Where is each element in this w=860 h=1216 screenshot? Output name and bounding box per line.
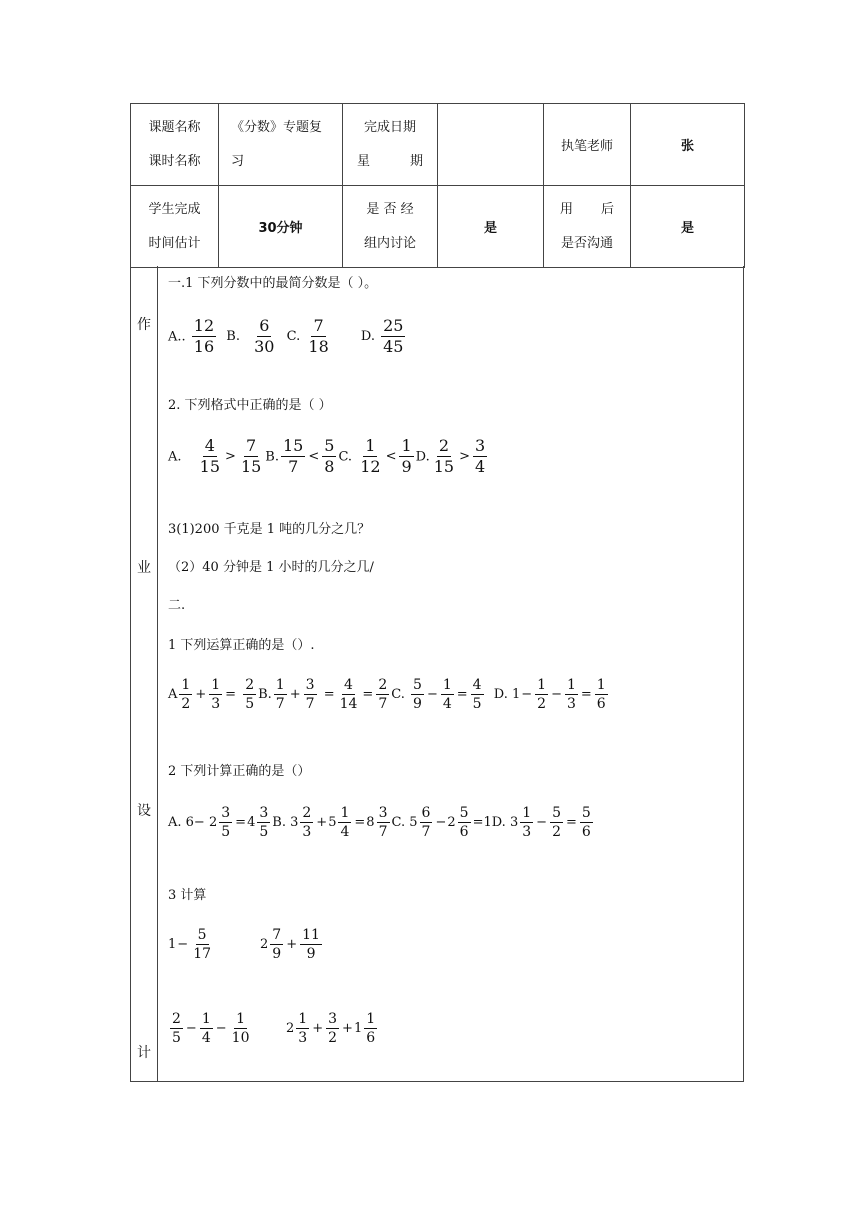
q2-title: 2. 下列格式中正确的是（ ） [168, 398, 332, 413]
discussed-label-line1: 是 否 经 [366, 201, 414, 217]
sec2-q2-fraction-7: $\frac{5}{6}$ [459, 805, 469, 840]
sec2-q2-fraction-10: $\frac{5}{6}$ [581, 805, 591, 840]
sec2-q1-option-d: D. 1 [493, 687, 521, 703]
less-than-sign: < [385, 449, 397, 465]
calc-2-fraction-2: $\frac{11}{9}$ [302, 927, 320, 962]
q2-fraction-8: $\frac{3}{4}$ [475, 436, 486, 476]
whole-number: 8 [366, 815, 375, 831]
topic-value-cell [219, 104, 343, 186]
q2-fraction-5: $\frac{1}{12}$ [360, 436, 381, 476]
date-label-cell [343, 104, 438, 186]
q1-option-b: B. [226, 329, 240, 345]
sec2-q3-title: 3 计算 [168, 888, 207, 903]
sec2-q1-fraction-12: $\frac{1}{3}$ [566, 677, 576, 712]
sec2-q2-fraction-2: $\frac{3}{5}$ [259, 805, 269, 840]
whole-number: 2 [447, 815, 456, 831]
communicated-label-line2: 是否沟通 [560, 235, 613, 251]
q1-fraction-c: $\frac{7}{18}$ [308, 316, 329, 356]
equals-sign: = [565, 815, 577, 831]
sec2-q2-option-c: C. 5 [391, 815, 418, 831]
whole-number: 1 [168, 937, 177, 953]
assignment-design-column [131, 266, 158, 1081]
calc-2-fraction-1: $\frac{7}{9}$ [272, 927, 282, 962]
sec2-q1-fraction-5: $\frac{3}{7}$ [305, 677, 315, 712]
sec2-q2-fraction-5: $\frac{3}{7}$ [378, 805, 388, 840]
minus-sign: − [426, 687, 438, 703]
equals-sign: = [354, 815, 366, 831]
sec2-q1-fraction-3: $\frac{2}{5}$ [245, 677, 255, 712]
equals-sign: = [362, 687, 374, 703]
teacher-label: 执笔老师 [544, 104, 631, 186]
topic-value-line2: 习 [231, 153, 245, 169]
q2-fraction-4: $\frac{5}{8}$ [324, 436, 335, 476]
calc-3-fraction-2: $\frac{1}{4}$ [201, 1011, 211, 1046]
sec2-q1-fraction-6: $\frac{4}{14}$ [339, 677, 358, 712]
header-table [130, 103, 745, 268]
sec2-q1-fraction-2: $\frac{1}{3}$ [211, 677, 221, 712]
sec2-q1-fraction-1: $\frac{1}{2}$ [181, 677, 191, 712]
minus-sign: − [536, 815, 548, 831]
sec2-q2-title: 2 下列计算正确的是（） [168, 764, 311, 779]
plus-sign: + [316, 815, 328, 831]
whole-number: 2 [286, 1021, 295, 1037]
sec2-q1-fraction-4: $\frac{1}{7}$ [275, 677, 285, 712]
sec2-q2-fraction-9: $\frac{5}{2}$ [552, 805, 561, 840]
q1-fraction-a: $\frac{12}{16}$ [193, 316, 215, 356]
q2-fraction-7: $\frac{2}{15}$ [433, 436, 455, 476]
topic-label-cell [131, 104, 219, 186]
q2-options [168, 438, 489, 476]
minus-sign: − [185, 1021, 197, 1037]
q1-fraction-b: $\frac{6}{30}$ [254, 316, 275, 356]
section-2-title: 二. [168, 598, 186, 613]
sec2-q1-fraction-11: $\frac{1}{2}$ [537, 677, 547, 712]
sec2-q2-option-a: A. 6− 2 [168, 815, 218, 831]
minus-sign: − [177, 937, 189, 953]
sec2-q1-option-b: B. [258, 687, 272, 703]
minus-sign: − [551, 687, 562, 703]
topic-value-line1: 《分数》专题复 [231, 119, 323, 135]
calc-4-fraction-3: $\frac{1}{6}$ [366, 1011, 376, 1046]
sec2-q1-fraction-9: $\frac{1}{4}$ [442, 677, 452, 712]
calc-4 [286, 1012, 379, 1045]
sec2-q1-title: 1 下列运算正确的是（）. [168, 638, 315, 653]
sec2-q2-options [168, 806, 595, 839]
q3-line-2: （2）40 分钟是 1 小时的几分之几/ [168, 560, 374, 575]
sec2-q1-fraction-8: $\frac{5}{9}$ [413, 677, 422, 712]
q1-options [168, 318, 407, 356]
sec2-q1-option-c: C. [391, 687, 405, 703]
equals-sign: = [580, 687, 592, 703]
plus-sign: + [342, 1021, 353, 1037]
calc-2 [260, 928, 324, 961]
q3-line-1: 3(1)200 千克是 1 吨的几分之几？ [168, 522, 371, 537]
greater-than-sign: > [459, 449, 471, 465]
plus-sign: + [289, 687, 301, 703]
calc-4-fraction-2: $\frac{3}{2}$ [328, 1011, 338, 1046]
q2-fraction-3: $\frac{15}{7}$ [282, 436, 304, 476]
assignment-body [130, 266, 744, 1082]
equals-sign: = [225, 687, 237, 703]
q2-option-b: B. [265, 449, 279, 465]
q1-option-a: A.. [168, 329, 186, 345]
calc-3 [168, 1012, 253, 1045]
less-than-sign: < [308, 449, 320, 465]
sec2-q1-fraction-7: $\frac{2}{7}$ [378, 677, 388, 712]
calc-1-fraction: $\frac{5}{17}$ [193, 927, 212, 962]
q2-fraction-6: $\frac{1}{9}$ [401, 436, 412, 476]
side-char-1: 作 [137, 317, 151, 333]
sec2-q1-fraction-13: $\frac{1}{6}$ [596, 677, 606, 712]
minus-sign: − [521, 687, 533, 703]
sec2-q2-option-d: =1D. 3 [472, 815, 519, 831]
greater-than-sign: > [225, 449, 236, 465]
sec2-q2-fraction-3: $\frac{2}{3}$ [302, 805, 312, 840]
sec2-q2-fraction-4: $\frac{1}{4}$ [340, 805, 350, 840]
communicated-label-2: 后 [600, 201, 614, 217]
topic-name-label: 课题名称 [148, 119, 201, 135]
q1-title: 一.1 下列分数中的最简分数是（ ）。 [168, 276, 378, 291]
time-value: 30分钟 [219, 186, 343, 268]
plus-sign: + [195, 687, 207, 703]
sec2-q2-fraction-6: $\frac{6}{7}$ [421, 805, 431, 840]
q1-option-d: D. [360, 329, 375, 345]
time-label-line1: 学生完成 [148, 201, 201, 217]
q2-option-d: D. [415, 449, 430, 465]
calc-4-fraction-1: $\frac{1}{3}$ [298, 1011, 308, 1046]
q2-option-a: A. [168, 449, 182, 465]
sec2-q1-fraction-10: $\frac{4}{5}$ [472, 677, 482, 712]
teacher-value: 张 [631, 104, 745, 186]
lesson-name-label: 课时名称 [148, 153, 201, 169]
weekday-label-2: 期 [409, 153, 423, 169]
q2-fraction-1: $\frac{4}{15}$ [199, 436, 221, 476]
sec2-q2-option-b: B. 3 [272, 815, 299, 831]
calc-3-fraction-1: $\frac{2}{5}$ [172, 1011, 181, 1046]
weekday-label-1: 星 [357, 153, 371, 169]
sec2-q1-option-a: A [168, 687, 178, 703]
sec2-q2-fraction-1: $\frac{3}{5}$ [221, 805, 231, 840]
equals-sign: = [456, 687, 468, 703]
minus-sign: − [435, 815, 447, 831]
q1-fraction-d: $\frac{25}{45}$ [383, 316, 404, 356]
date-value-cell [438, 104, 544, 186]
date-label: 完成日期 [363, 119, 416, 135]
whole-number: 4 [247, 815, 256, 831]
calc-1 [168, 928, 215, 961]
q1-option-c: C. [286, 329, 301, 345]
side-char-3: 设 [137, 803, 151, 819]
discussed-value: 是 [438, 186, 544, 268]
lesson-sheet [130, 103, 744, 1083]
sec2-q1-options [168, 678, 610, 711]
equals-sign: = [323, 687, 335, 703]
calc-3-fraction-3: $\frac{1}{10}$ [231, 1011, 250, 1046]
equals-sign: = [235, 815, 247, 831]
communicated-label-cell [544, 186, 631, 268]
side-char-4: 计 [137, 1045, 151, 1061]
time-label-cell [131, 186, 219, 268]
plus-sign: + [312, 1021, 324, 1037]
discussed-label-cell [343, 186, 438, 268]
whole-number: 5 [328, 815, 337, 831]
communicated-value: 是 [631, 186, 745, 268]
discussed-label-line2: 组内讨论 [363, 235, 416, 251]
q2-fraction-2: $\frac{7}{15}$ [240, 436, 262, 476]
plus-sign: + [286, 937, 298, 953]
sec2-q2-fraction-8: $\frac{1}{3}$ [522, 805, 532, 840]
q2-option-c: C. [338, 449, 353, 465]
side-char-2: 业 [137, 560, 151, 576]
communicated-label-1: 用 [560, 201, 574, 217]
whole-number: 2 [260, 937, 269, 953]
minus-sign: − [215, 1021, 227, 1037]
time-label-line2: 时间估计 [148, 235, 201, 251]
whole-number: 1 [353, 1021, 363, 1037]
